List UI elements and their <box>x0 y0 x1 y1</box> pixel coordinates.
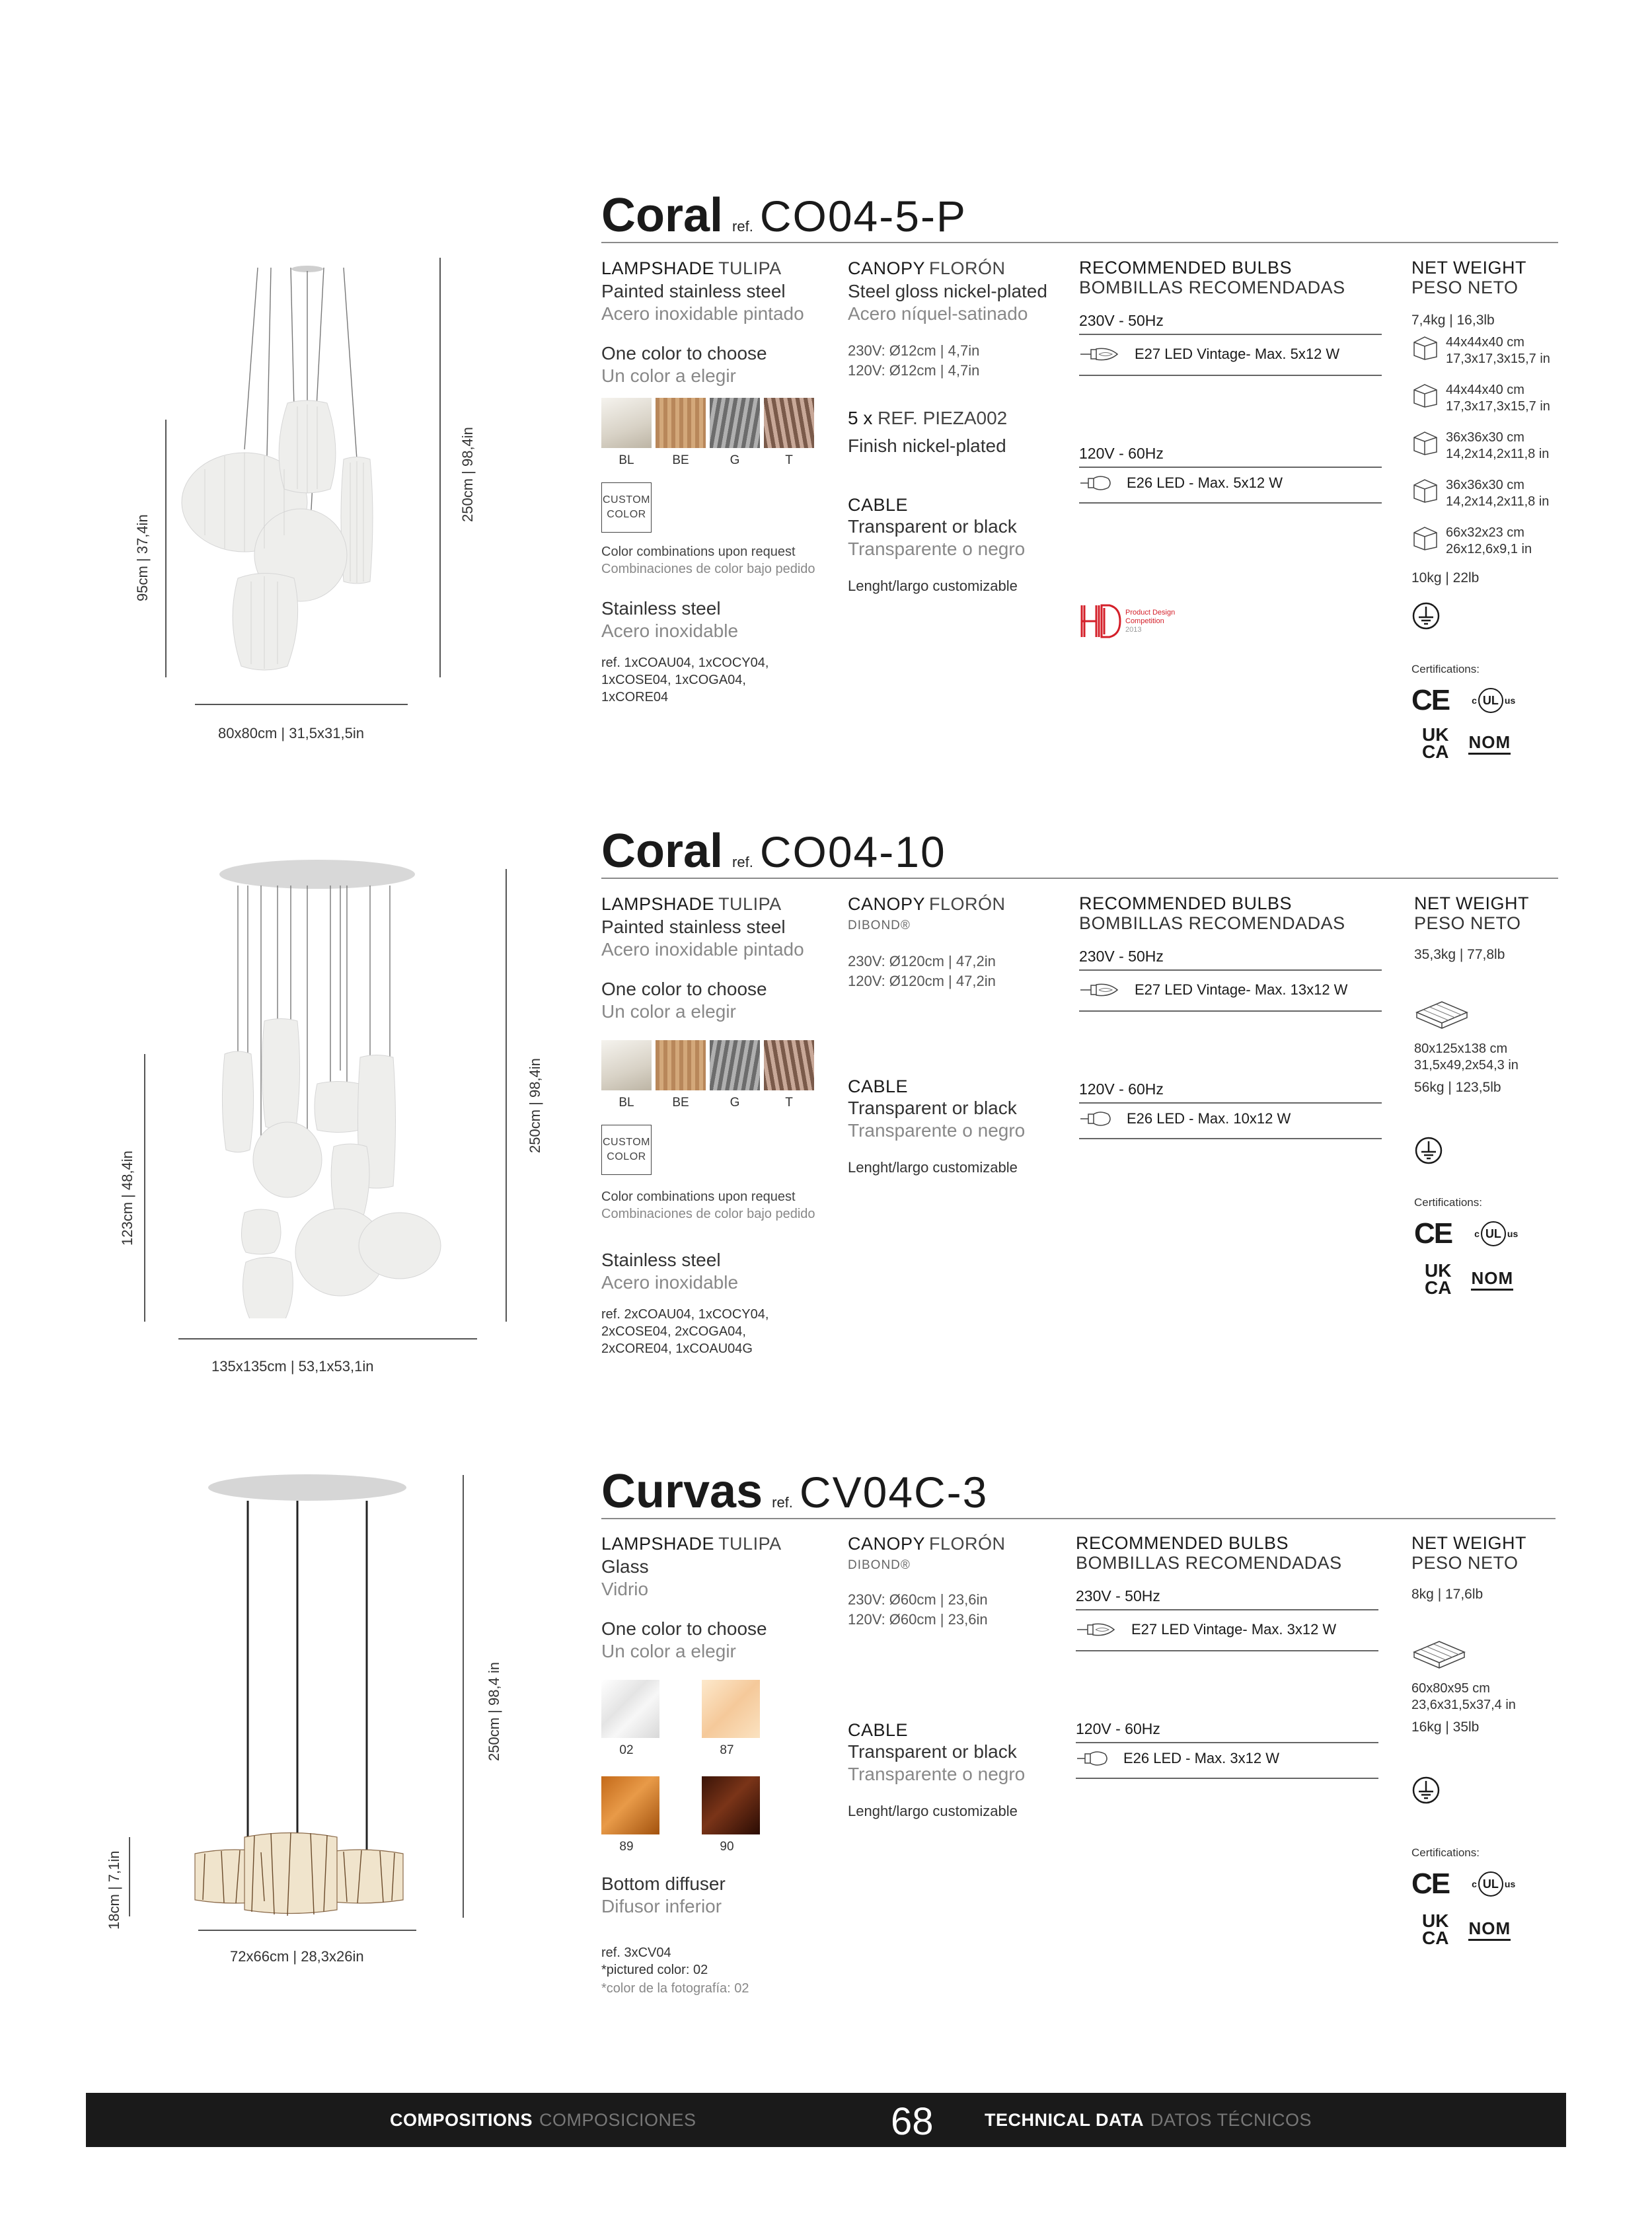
product-name: Coral <box>601 825 724 878</box>
cable-material-es: Transparente o negro <box>848 1120 1026 1141</box>
canopy-material: DIBOND® <box>848 919 911 932</box>
color-choice-es: Un color a elegir <box>601 1001 736 1022</box>
color-combinations-es: Combinaciones de color bajo pedido <box>601 562 815 576</box>
product-title <box>601 1464 988 1519</box>
lampshade-column <box>601 1533 782 1998</box>
extra-material-es: Acero inoxidable <box>601 1272 739 1293</box>
vintage-bulb-icon <box>1079 346 1121 363</box>
ce-mark-icon: CE <box>1411 684 1450 716</box>
color-choice: One color to choose <box>601 1618 767 1639</box>
title-rule <box>601 242 1558 243</box>
color-swatches <box>601 1680 782 1738</box>
swatch-label: BE <box>672 453 689 467</box>
nom-mark-icon: NOM <box>1468 1918 1511 1941</box>
weight-column: NET WEIGHT PESO NETO 7,4kg | 16,3lb 44x44x40 cm 17,3x17,3x15,7 in 44x44x40 cm 17,3x17,3x15,7 in 36x36x30 cm 14,2x14,2x11,8 in 36x36x30 cm 14,2x14,2x11,8 in 66x32x23 cm 26x12,6x9,1 in 10kg | 22lb Certifications: CE c UL us UK CA NOM <box>1411 258 1550 762</box>
net-weight-label: NET WEIGHT <box>1414 893 1530 913</box>
swatch-02[interactable] <box>601 1680 659 1738</box>
title-rule <box>601 1518 1556 1519</box>
led-bulb-icon <box>1079 1110 1113 1127</box>
cable-length: Lenght/largo customizable <box>848 1159 1018 1176</box>
extra-material: Bottom diffuser <box>601 1873 726 1894</box>
height-dim-label: 95cm | 37,4in <box>134 514 151 601</box>
component-refs: ref. 2xCOAU04, 1xCOCY04, <box>601 1307 769 1322</box>
component-refs: 2xCOSE04, 2xCOGA04, <box>601 1324 746 1339</box>
bulbs-label-es: BOMBILLAS RECOMENDADAS <box>1079 278 1345 297</box>
total-dim-line <box>463 1475 464 1918</box>
width-dim-line <box>198 1930 416 1931</box>
cable-material: Transparent or black <box>848 516 1017 537</box>
swatch-label: T <box>785 453 793 467</box>
color-combinations: Color combinations upon request <box>601 545 796 559</box>
width-dim-line <box>178 1338 477 1340</box>
product-illustration <box>172 856 463 1318</box>
height-dim-line <box>165 420 167 677</box>
voltage-230: 230V - 50Hz <box>1079 312 1164 329</box>
net-weight-label-es: PESO NETO <box>1411 1553 1519 1573</box>
swatch-t[interactable] <box>764 1040 814 1090</box>
color-choice-es: Un color a elegir <box>601 365 736 386</box>
component-refs: ref. 3xCV04 <box>601 1945 671 1960</box>
component-refs: 2xCORE04, 1xCOAU04G <box>601 1341 753 1356</box>
ukca-mark-icon: UK CA <box>1422 724 1449 762</box>
cable-label: CABLE <box>848 495 909 515</box>
canopy-label: CANOPY <box>848 1534 926 1554</box>
swatch-bl[interactable] <box>601 1040 652 1090</box>
swatch-t[interactable] <box>764 398 814 448</box>
pallet-dims-in: 23,6x31,5x37,4 in <box>1411 1698 1516 1712</box>
net-weight-label: NET WEIGHT <box>1411 258 1527 278</box>
cable-length: Lenght/largo customizable <box>848 578 1018 594</box>
voltage-120: 120V - 60Hz <box>1079 445 1164 462</box>
lampshade-material-es: Acero inoxidable pintado <box>601 303 804 324</box>
total-dim-line <box>506 869 507 1322</box>
lampshade-label: LAMPSHADE <box>601 894 715 914</box>
swatch-label: G <box>730 1096 740 1110</box>
product-title <box>601 824 946 878</box>
pallet-icon <box>1414 998 1470 1031</box>
swatch-label: BL <box>619 1096 634 1110</box>
bulbs-label: RECOMMENDED BULBS <box>1076 1533 1289 1553</box>
canopy-column <box>848 1533 1025 1821</box>
canopy-label: CANOPY <box>848 894 926 914</box>
gross-weight: 10kg | 22lb <box>1411 570 1480 585</box>
net-weight-label: NET WEIGHT <box>1411 1533 1527 1553</box>
led-bulb-icon <box>1076 1750 1110 1767</box>
ul-mark-icon: c UL us <box>1474 1221 1518 1246</box>
custom-color-badge[interactable]: CUSTOM COLOR <box>601 482 652 533</box>
canopy-label: CANOPY <box>848 258 926 278</box>
weight-column <box>1414 893 1529 1297</box>
lampshade-label-es: TULIPA <box>718 258 782 278</box>
color-choice-es: Un color a elegir <box>601 1641 736 1661</box>
extra-material-es: Acero inoxidable <box>601 621 739 641</box>
lampshade-material-es: Acero inoxidable pintado <box>601 939 804 960</box>
lampshade-column <box>601 893 815 1357</box>
cable-material: Transparent or black <box>848 1098 1017 1118</box>
certifications-label: Certifications: <box>1411 1846 1480 1859</box>
swatch-label: G <box>730 453 740 467</box>
lampshade-column <box>601 258 815 706</box>
color-combinations-es: Combinaciones de color bajo pedido <box>601 1207 815 1221</box>
cable-length: Lenght/largo customizable <box>848 1803 1018 1819</box>
swatch-be[interactable] <box>656 398 706 448</box>
custom-color-badge[interactable]: CUSTOM COLOR <box>601 1125 652 1175</box>
product-name: Curvas <box>601 1465 763 1518</box>
canopy-label-es: FLORÓN <box>929 894 1006 914</box>
color-swatches <box>601 1040 815 1090</box>
cable-material: Transparent or black <box>848 1741 1017 1762</box>
bulbs-label: RECOMMENDED BULBS <box>1079 893 1293 913</box>
color-choice: One color to choose <box>601 979 767 999</box>
certifications-label: Certifications: <box>1411 663 1480 675</box>
product-code: CO04-5-P <box>759 192 967 241</box>
pallet-icon <box>1411 1638 1467 1671</box>
cable-material-es: Transparente o negro <box>848 1764 1026 1784</box>
swatch-label: 02 <box>619 1743 634 1757</box>
lampshade-label: LAMPSHADE <box>601 1534 715 1554</box>
net-weight-label-es: PESO NETO <box>1411 278 1519 297</box>
bulbs-column <box>1079 258 1382 640</box>
voltage-230: 230V - 50Hz <box>1076 1587 1160 1604</box>
ground-symbol-icon <box>1411 1776 1441 1805</box>
product-code: CV04C-3 <box>799 1468 989 1517</box>
product-title <box>601 188 967 243</box>
component-refs: ref. 1xCOAU04, 1xCOCY04, <box>601 656 769 670</box>
extra-material-es: Difusor inferior <box>601 1896 722 1916</box>
swatch-label: 87 <box>720 1743 734 1757</box>
total-dim-label: 250cm | 98,4 in <box>486 1661 502 1761</box>
pallet-dims-in: 31,5x49,2x54,3 in <box>1414 1058 1519 1073</box>
lampshade-label-es: TULIPA <box>718 894 782 914</box>
canopy-material: DIBOND® <box>848 1558 911 1572</box>
vintage-bulb-icon <box>1079 981 1121 999</box>
canopy-material: Steel gloss nickel-plated <box>848 281 1047 301</box>
bulbs-column <box>1079 893 1382 1139</box>
cable-label: CABLE <box>848 1076 909 1096</box>
extra-material: Stainless steel <box>601 1250 721 1270</box>
swatch-89[interactable] <box>601 1776 659 1834</box>
ref-label: ref. <box>732 218 753 235</box>
net-weight: 35,3kg | 77,8lb <box>1414 947 1505 962</box>
width-dim-label: 72x66cm | 28,3x26in <box>230 1948 364 1965</box>
lampshade-material: Painted stainless steel <box>601 281 786 301</box>
product-illustration <box>165 251 469 674</box>
gross-weight: 56kg | 123,5lb <box>1414 1080 1501 1095</box>
ukca-mark-icon: UK CA <box>1425 1260 1452 1298</box>
cable-material-es: Transparente o negro <box>848 539 1026 559</box>
swatch-87[interactable] <box>702 1680 760 1738</box>
voltage-230: 230V - 50Hz <box>1079 948 1164 965</box>
piece-ref: REF. PIEZA002 <box>878 408 1008 428</box>
box-icon <box>1411 477 1439 504</box>
ground-symbol-icon <box>1411 601 1441 630</box>
weight-column <box>1411 1533 1526 1947</box>
component-refs: 1xCOSE04, 1xCOGA04, <box>601 673 746 687</box>
swatch-label: BE <box>672 1096 689 1110</box>
box-icon <box>1411 525 1439 551</box>
total-dim-label: 250cm | 98,4in <box>459 427 476 522</box>
gross-weight: 16kg | 35lb <box>1411 1719 1480 1735</box>
bulbs-label: RECOMMENDED BULBS <box>1079 258 1293 278</box>
ce-mark-icon: CE <box>1414 1217 1452 1250</box>
canopy-dim-120: 120V: Ø120cm | 47,2in <box>848 973 996 989</box>
title-rule <box>601 878 1558 879</box>
footer-compositions[interactable]: COMPOSITIONS COMPOSICIONES <box>390 2110 696 2130</box>
canopy-label-es: FLORÓN <box>929 258 1006 278</box>
piece-qty: 5 x <box>848 408 873 428</box>
ref-label: ref. <box>732 854 753 870</box>
swatch-be[interactable] <box>656 1040 706 1090</box>
bulb-230: E27 LED Vintage- Max. 5x12 W <box>1135 346 1340 362</box>
pallet-dims: 80x125x138 cm <box>1414 1041 1508 1056</box>
page-footer <box>86 2093 1566 2147</box>
ref-label: ref. <box>772 1494 793 1511</box>
voltage-120: 120V - 60Hz <box>1079 1080 1164 1098</box>
lampshade-material: Painted stainless steel <box>601 917 786 937</box>
canopy-dim-120: 120V: Ø60cm | 23,6in <box>848 1611 988 1628</box>
bulb-230: E27 LED Vintage- Max. 3x12 W <box>1131 1621 1337 1638</box>
width-dim-label: 80x80cm | 31,5x31,5in <box>218 725 364 741</box>
width-dim-label: 135x135cm | 53,1x53,1in <box>211 1358 374 1375</box>
swatch-label: 90 <box>720 1840 734 1854</box>
box-icon <box>1411 334 1439 361</box>
piece-finish: Finish nickel-plated <box>848 435 1006 456</box>
bulb-120: E26 LED - Max. 10x12 W <box>1127 1110 1291 1127</box>
canopy-label-es: FLORÓN <box>929 1534 1006 1554</box>
total-dim-label: 250cm | 98,4in <box>527 1058 543 1153</box>
ce-mark-icon: CE <box>1411 1868 1450 1900</box>
bulbs-column <box>1076 1533 1378 1779</box>
canopy-column <box>848 893 1025 1178</box>
canopy-dim-230: 230V: Ø60cm | 23,6in <box>848 1591 988 1608</box>
bulb-120: E26 LED - Max. 3x12 W <box>1123 1750 1279 1766</box>
height-dim-label: 123cm | 48,4in <box>119 1151 135 1246</box>
color-combinations: Color combinations upon request <box>601 1189 796 1204</box>
canopy-dim-120: 120V: Ø12cm | 4,7in <box>848 362 980 379</box>
ul-mark-icon: c UL us <box>1472 1871 1515 1897</box>
swatch-bl[interactable] <box>601 398 652 448</box>
product-illustration <box>188 1470 433 1933</box>
hd-award-logo <box>1079 603 1123 640</box>
lampshade-label-es: TULIPA <box>718 1534 782 1554</box>
product-name: Coral <box>601 189 724 242</box>
page-number: 68 <box>891 2100 934 2143</box>
lampshade-label: LAMPSHADE <box>601 258 715 278</box>
certifications-label: Certifications: <box>1414 1196 1482 1209</box>
lampshade-material: Glass <box>601 1556 649 1577</box>
bulbs-label-es: BOMBILLAS RECOMENDADAS <box>1079 913 1345 933</box>
voltage-120: 120V - 60Hz <box>1076 1720 1160 1737</box>
nom-mark-icon: NOM <box>1468 732 1511 755</box>
net-weight: 8kg | 17,6lb <box>1411 1587 1483 1602</box>
lampshade-material-es: Vidrio <box>601 1579 649 1599</box>
vintage-bulb-icon <box>1076 1621 1118 1638</box>
pictured-color: *pictured color: 02 <box>601 1963 708 1977</box>
cable-label: CABLE <box>848 1720 909 1740</box>
product-code: CO04-10 <box>759 827 946 876</box>
canopy-dim-230: 230V: Ø12cm | 4,7in <box>848 342 980 359</box>
canopy-column <box>848 258 1047 596</box>
bulb-120: E26 LED - Max. 5x12 W <box>1127 474 1283 491</box>
swatch-label: T <box>785 1096 793 1110</box>
box-icon <box>1411 430 1439 456</box>
height-dim-label: 18cm | 7,1in <box>106 1850 122 1930</box>
ul-mark-icon: c UL us <box>1472 688 1515 713</box>
component-refs: 1xCORE04 <box>601 690 669 704</box>
swatch-g[interactable] <box>710 398 760 448</box>
net-weight: 7,4kg | 16,3lb <box>1411 313 1495 328</box>
swatch-g[interactable] <box>710 1040 760 1090</box>
led-bulb-icon <box>1079 474 1113 492</box>
width-dim-line <box>195 704 408 705</box>
swatch-label: BL <box>619 453 634 467</box>
canopy-dim-230: 230V: Ø120cm | 47,2in <box>848 953 996 969</box>
pictured-color-es: *color de la fotografía: 02 <box>601 1981 749 1996</box>
height-dim-line <box>129 1837 130 1916</box>
net-weight-label-es: PESO NETO <box>1414 913 1521 933</box>
height-dim-line <box>144 1054 145 1322</box>
ground-symbol-icon <box>1414 1136 1443 1165</box>
box-icon <box>1411 382 1439 408</box>
bulb-230: E27 LED Vintage- Max. 13x12 W <box>1135 981 1348 998</box>
swatch-label: 89 <box>619 1840 634 1854</box>
footer-technical-data[interactable]: TECHNICAL DATA DATOS TÉCNICOS <box>985 2110 1312 2130</box>
total-dim-line <box>439 258 441 677</box>
extra-material: Stainless steel <box>601 598 721 619</box>
pallet-dims: 60x80x95 cm <box>1411 1681 1490 1696</box>
color-choice: One color to choose <box>601 343 767 363</box>
award-badge: Product Design Competition 2013 <box>1079 603 1382 640</box>
nom-mark-icon: NOM <box>1471 1268 1513 1291</box>
swatch-90[interactable] <box>702 1776 760 1834</box>
canopy-material-es: Acero níquel-satinado <box>848 303 1028 324</box>
color-swatches <box>601 398 815 448</box>
ukca-mark-icon: UK CA <box>1422 1910 1449 1948</box>
bulbs-label-es: BOMBILLAS RECOMENDADAS <box>1076 1553 1342 1573</box>
